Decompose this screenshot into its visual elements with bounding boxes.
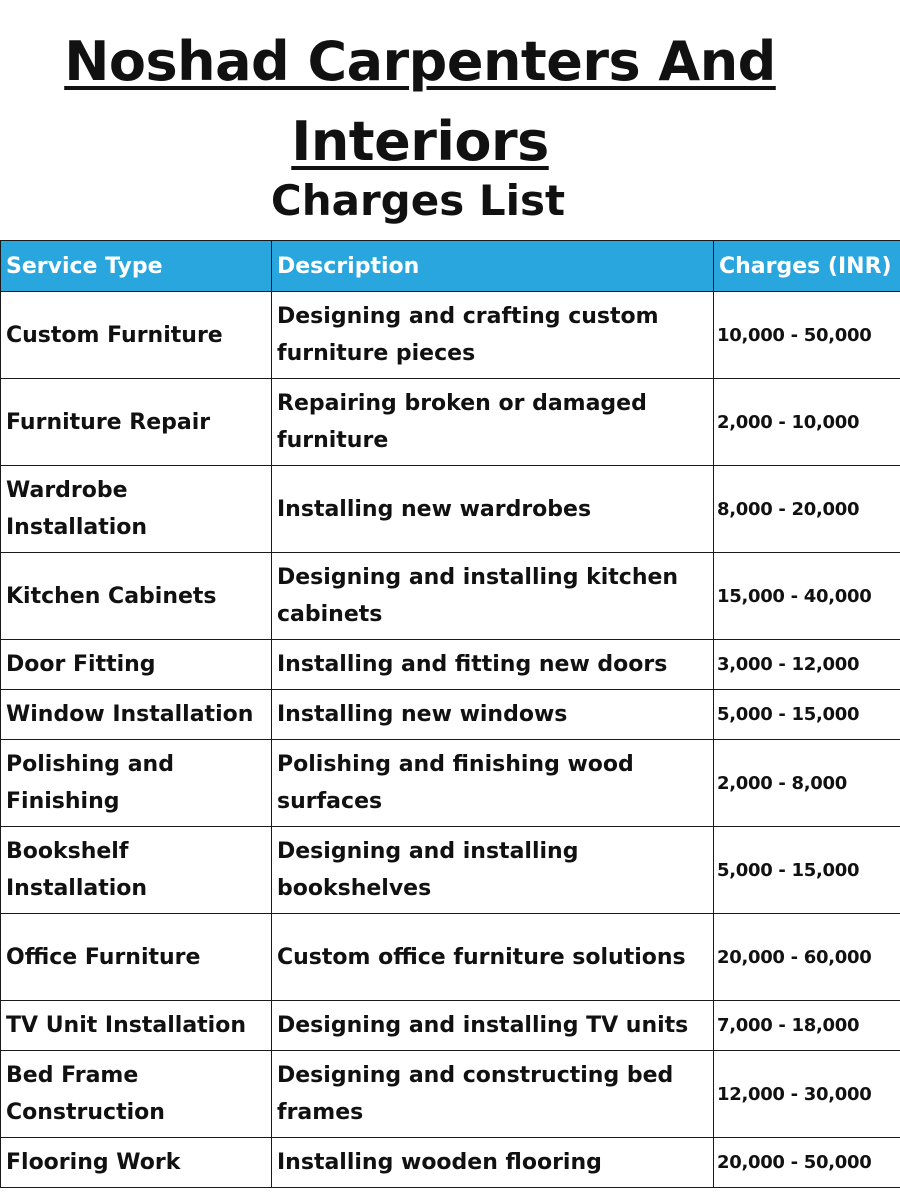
- charges-cell: 20,000 - 50,000: [714, 1138, 900, 1188]
- charges-cell: 2,000 - 10,000: [714, 379, 900, 466]
- table-row: [1, 640, 900, 690]
- service-type-cell: Custom Furniture: [1, 292, 272, 379]
- charges-cell: 20,000 - 60,000: [714, 914, 900, 1001]
- charges-cell: 3,000 - 12,000: [714, 640, 900, 690]
- charges-cell: 15,000 - 40,000: [714, 553, 900, 640]
- description-cell: Installing wooden flooring: [272, 1138, 714, 1188]
- service-type-cell: Window Installation: [1, 690, 272, 740]
- charges-cell: 5,000 - 15,000: [714, 690, 900, 740]
- page-title: Noshad Carpenters And Interiors: [64, 30, 776, 173]
- service-type-cell: Flooring Work: [1, 1138, 272, 1188]
- table-body: [1, 292, 900, 1188]
- table-row: [1, 553, 900, 640]
- description-cell: Installing and fitting new doors: [272, 640, 714, 690]
- description-cell: Polishing and finishing wood surfaces: [272, 740, 714, 827]
- description-cell: Repairing broken or damaged furniture: [272, 379, 714, 466]
- description-cell: Installing new wardrobes: [272, 466, 714, 553]
- description-cell: Designing and constructing bed frames: [272, 1051, 714, 1138]
- column-header-service-type: Service Type: [1, 241, 272, 292]
- service-type-cell: Office Furniture: [1, 914, 272, 1001]
- table-row: [1, 379, 900, 466]
- page-subtitle: Charges List: [270, 176, 566, 225]
- table-row: [1, 1051, 900, 1138]
- service-type-cell: Polishing and Finishing: [1, 740, 272, 827]
- description-cell: Designing and installing TV units: [272, 1001, 714, 1051]
- table-row: [1, 690, 900, 740]
- description-cell: Designing and crafting custom furniture pieces: [272, 292, 714, 379]
- page-header: [0, 0, 900, 240]
- table-header: [1, 241, 900, 292]
- charges-cell: 5,000 - 15,000: [714, 827, 900, 914]
- service-type-cell: Door Fitting: [1, 640, 272, 690]
- table-header-row: [1, 241, 900, 292]
- column-header-description: Description: [272, 241, 714, 292]
- charges-cell: 12,000 - 30,000: [714, 1051, 900, 1138]
- table-row: [1, 1138, 900, 1188]
- service-type-cell: Kitchen Cabinets: [1, 553, 272, 640]
- column-header-charges: Charges (INR): [714, 241, 900, 292]
- table-row: [1, 466, 900, 553]
- service-type-cell: Wardrobe Installation: [1, 466, 272, 553]
- service-type-cell: TV Unit Installation: [1, 1001, 272, 1051]
- charges-cell: 7,000 - 18,000: [714, 1001, 900, 1051]
- table-row: [1, 292, 900, 379]
- table-row: [1, 1001, 900, 1051]
- service-type-cell: Bookshelf Installation: [1, 827, 272, 914]
- description-cell: Designing and installing kitchen cabinets: [272, 553, 714, 640]
- service-type-cell: Bed Frame Construction: [1, 1051, 272, 1138]
- table-row: [1, 914, 900, 1001]
- charges-cell: 2,000 - 8,000: [714, 740, 900, 827]
- table-row: [1, 740, 900, 827]
- charges-cell: 8,000 - 20,000: [714, 466, 900, 553]
- charges-table: [0, 240, 900, 1188]
- description-cell: Installing new windows: [272, 690, 714, 740]
- table-row: [1, 827, 900, 914]
- description-cell: Custom office furniture solutions: [272, 914, 714, 1001]
- charges-cell: 10,000 - 50,000: [714, 292, 900, 379]
- description-cell: Designing and installing bookshelves: [272, 827, 714, 914]
- service-type-cell: Furniture Repair: [1, 379, 272, 466]
